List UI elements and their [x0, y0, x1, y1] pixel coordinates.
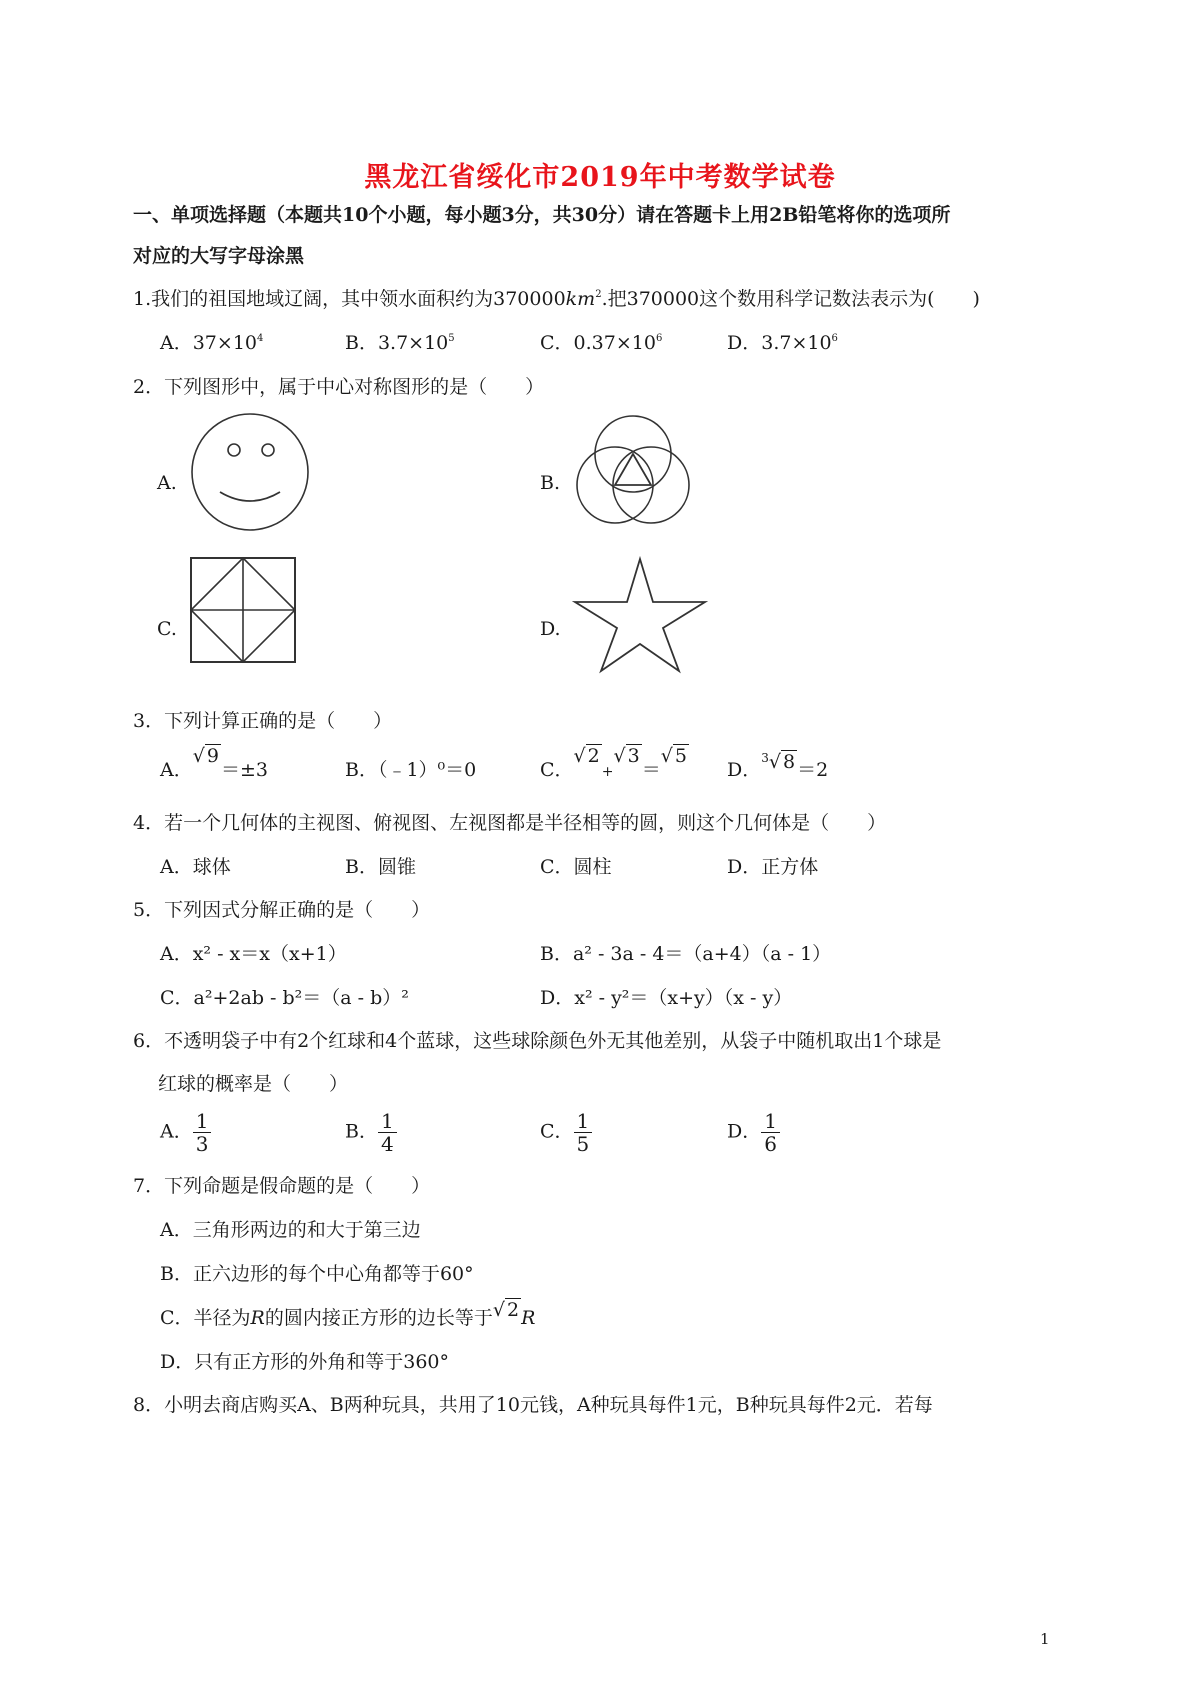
q6-d-num: 1 — [761, 1110, 780, 1133]
q3-d-radicand: 8 — [782, 751, 796, 773]
q3-option-b: B．（﹣1）⁰＝0 — [345, 759, 477, 781]
question-1-stem — [133, 286, 980, 312]
q3-c-plus: + — [601, 764, 614, 780]
q6-a-den: 3 — [195, 1132, 209, 1156]
cube-root-symbol-icon: $^3$√ 8 — [761, 751, 796, 773]
q5-option-c: C．a²+2ab - b²＝（a - b）² — [160, 987, 409, 1009]
q3-option-c — [540, 745, 689, 785]
q6-c-label: C． — [540, 1120, 574, 1143]
page-title: 黑龙江省绥化市2019年中考数学试卷 — [364, 162, 836, 193]
q5-option-b: B．a² - 3a - 4＝（a+4）（a - 1） — [540, 943, 832, 965]
q1-b-sup: 5 — [448, 333, 455, 344]
q7-c-radicand: 2 — [506, 1299, 520, 1321]
q7-c-R: R — [250, 1307, 265, 1329]
section-heading-line1: 一、单项选择题（本题共10个小题，每小题3分，共30分）请在答题卡上用2B铅笔将你的选项所 — [133, 204, 951, 226]
smiley-face-figure — [188, 410, 312, 534]
sqrt-symbol-icon: √ 5 — [660, 745, 687, 767]
q6-a-num: 1 — [193, 1110, 212, 1133]
q6-a-fraction — [193, 1110, 212, 1155]
page-number: 1 — [1040, 1630, 1050, 1648]
q7-c-mid: 的圆内接正方形的边长等于 — [264, 1307, 493, 1329]
q6-c-den: 5 — [576, 1132, 590, 1156]
q7-option-a: A．三角形两边的和大于第三边 — [160, 1219, 421, 1241]
q6-option-b — [345, 1110, 397, 1155]
q2-label-d: D. — [540, 618, 561, 640]
question-2-stem: 2．下列图形中，属于中心对称图形的是（ ） — [133, 376, 545, 398]
q6-d-label: D． — [727, 1120, 762, 1143]
star-figure — [570, 555, 710, 675]
q1-option-d — [727, 330, 838, 356]
q1-c-text: C．0.37×10 — [540, 332, 656, 354]
q3-option-a — [160, 745, 268, 783]
q3-d-rest: ＝2 — [797, 759, 829, 781]
question-4-stem: 4．若一个几何体的主视图、俯视图、左视图都是半径相等的圆，则这个几何体是（ ） — [133, 812, 887, 834]
q3-a-radicand: 9 — [206, 745, 219, 767]
three-circles-figure — [570, 410, 696, 534]
q4-option-d: D．正方体 — [727, 856, 819, 878]
q3-d-label: D． — [727, 759, 762, 781]
q6-c-fraction — [574, 1110, 593, 1155]
question-6-stem-line1: 6．不透明袋子中有2个红球和4个蓝球，这些球除颜色外无其他差别，从袋子中随机取出1个球是 — [133, 1030, 942, 1052]
q1-stem-unit: km — [565, 288, 596, 310]
q4-option-b: B．圆锥 — [345, 856, 416, 878]
q3-option-d — [727, 751, 829, 783]
q6-b-label: B． — [345, 1120, 378, 1143]
square-diamond-figure — [188, 555, 298, 665]
sqrt-symbol-icon: √ 2 — [492, 1299, 520, 1321]
q4-option-c: C．圆柱 — [540, 856, 612, 878]
q6-b-fraction — [378, 1110, 397, 1155]
q7-c-R2: R — [521, 1307, 536, 1329]
q3-c-radicand-3: 5 — [674, 745, 687, 767]
question-8-stem: 8．小明去商店购买A、B两种玩具，共用了10元钱，A种玩具每件1元，B种玩具每件2元．若每 — [133, 1394, 933, 1416]
q6-a-label: A． — [160, 1120, 193, 1143]
sqrt-symbol-icon: √ 9 — [192, 745, 219, 767]
q1-a-text: A．37×10 — [160, 332, 257, 354]
q5-option-d: D．x² - y²＝（x+y）（x - y） — [540, 987, 793, 1009]
q1-d-text: D．3.7×10 — [727, 332, 832, 354]
q3-a-label: A． — [160, 759, 193, 781]
q1-stem-unit-sup: 2 — [595, 289, 602, 300]
question-5-stem: 5．下列因式分解正确的是（ ） — [133, 899, 431, 921]
q6-option-a — [160, 1110, 211, 1155]
q7-c-pre: C．半径为 — [160, 1307, 251, 1329]
q1-option-b — [345, 330, 455, 356]
q7-option-d: D．只有正方形的外角和等于360° — [160, 1351, 449, 1373]
question-3-stem: 3．下列计算正确的是（ ） — [133, 710, 393, 732]
question-7-stem: 7．下列命题是假命题的是（ ） — [133, 1175, 431, 1197]
q1-stem-post: .把370000这个数用科学记数法表示为( ) — [601, 288, 980, 310]
q4-option-a: A．球体 — [160, 856, 231, 878]
q3-d-root-index: 3 — [761, 751, 769, 765]
q6-option-c — [540, 1110, 592, 1155]
q3-a-rest: ＝±3 — [220, 759, 268, 781]
q1-option-c — [540, 330, 662, 356]
q7-option-b: B．正六边形的每个中心角都等于60° — [160, 1263, 474, 1285]
q5-option-a: A．x² - x＝x（x+1） — [160, 943, 347, 965]
q3-c-equals: ＝ — [641, 759, 661, 781]
sqrt-symbol-icon: √ 2 — [573, 745, 600, 767]
q3-c-radicand-2: 3 — [627, 745, 640, 767]
q6-d-fraction — [761, 1110, 780, 1155]
q6-b-num: 1 — [378, 1110, 397, 1133]
q6-d-den: 6 — [764, 1132, 777, 1156]
q3-c-label: C． — [540, 759, 574, 781]
q2-label-a: A. — [157, 472, 177, 494]
question-6-stem-line2: 红球的概率是（ ） — [158, 1073, 349, 1095]
q3-c-radicand-1: 2 — [587, 745, 600, 767]
q6-b-den: 4 — [380, 1132, 394, 1156]
q1-stem-pre: 1.我们的祖国地域辽阔，其中领水面积约为370000 — [133, 288, 566, 310]
q2-label-b: B. — [540, 472, 561, 494]
q7-option-c — [160, 1299, 536, 1331]
q1-option-a — [160, 330, 263, 356]
q6-option-d — [727, 1110, 780, 1155]
q1-b-text: B．3.7×10 — [345, 332, 449, 354]
section-heading-line2: 对应的大写字母涂黑 — [133, 245, 305, 267]
sqrt-symbol-icon: √ 3 — [613, 745, 640, 767]
q1-a-sup: 4 — [257, 333, 264, 344]
q1-d-sup: 6 — [831, 333, 838, 344]
q2-label-c: C. — [157, 618, 177, 640]
q6-c-num: 1 — [574, 1110, 593, 1133]
q1-c-sup: 6 — [655, 333, 663, 344]
